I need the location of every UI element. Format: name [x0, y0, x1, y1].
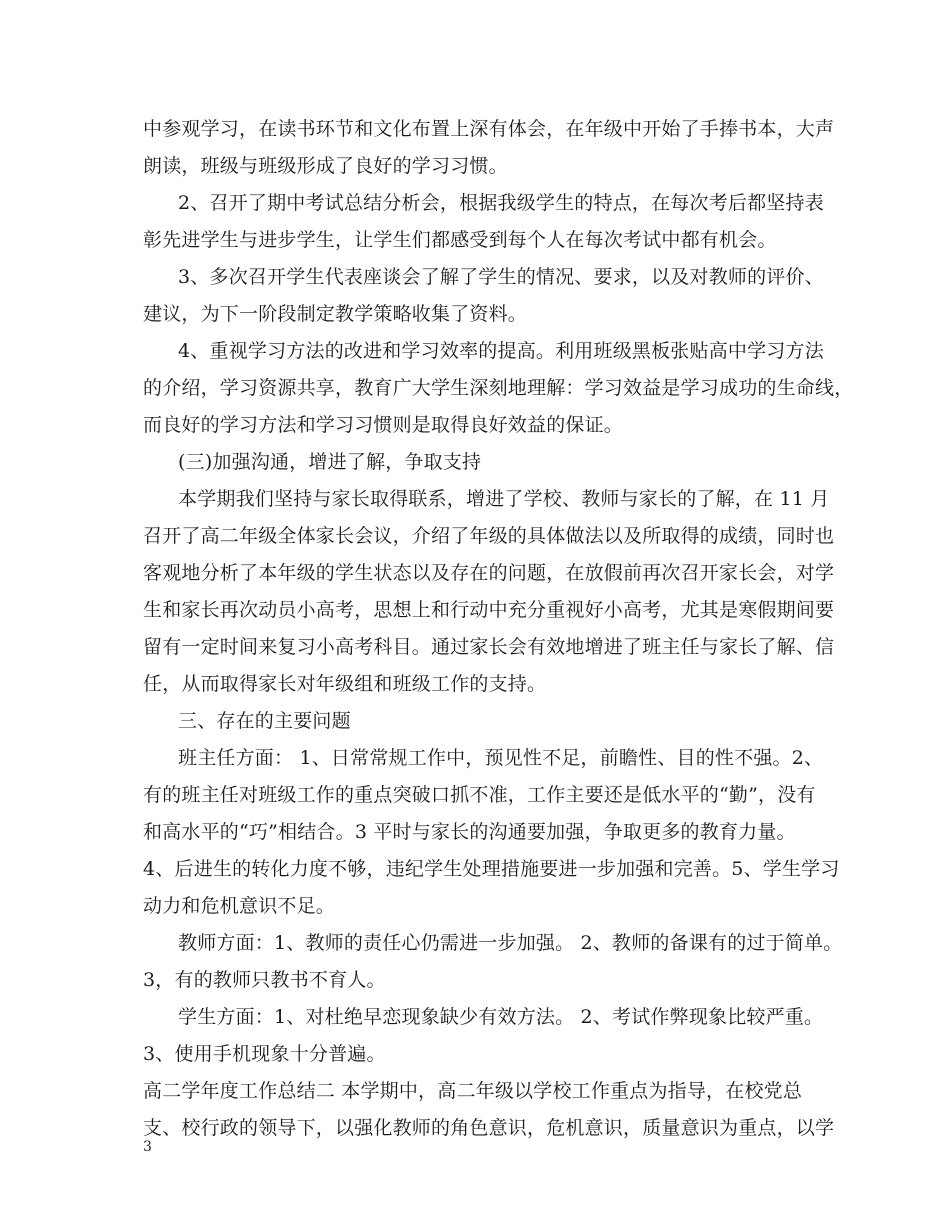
text-line: 留有一定时间来复习小高考科目。通过家长会有效地增进了班主任与家长了解、信 [143, 636, 835, 658]
text-line: 朗读，班级与班级形成了良好的学习习惯。 [143, 155, 508, 177]
text-line: 召开了高二年级全体家长会议，介绍了年级的具体做法以及所取得的成绩，同时也 [143, 525, 835, 547]
text-line: 建议，为下一阶段制定教学策略收集了资料。 [143, 303, 528, 325]
text-line: 学生方面：1、对杜绝早恋现象缺少有效方法。 2、考试作弊现象比较严重。 [178, 1006, 824, 1028]
text-line: 教师方面：1、教师的责任心仍需进一步加强。 2、教师的备课有的过于简单。 [178, 932, 843, 954]
text-line: 3，有的教师只教书不育人。 [143, 969, 386, 991]
text-line: 客观地分析了本年级的学生状态以及存在的问题，在放假前再次召开家长会，对学 [143, 562, 835, 584]
page-number: 3 [143, 1139, 152, 1155]
section-heading: (三)加强沟通，增进了解，争取支持 [178, 451, 482, 473]
text-line: 的介绍，学习资源共享，教育广大学生深刻地理解：学习效益是学习成功的生命线， [143, 377, 854, 399]
text-line: 而良好的学习方法和学习习惯则是取得良好效益的保证。 [143, 414, 624, 436]
text-line: 4、重视学习方法的改进和学习效率的提高。利用班级黑板张贴高中学习方法 [178, 340, 824, 362]
text-line: 生和家长再次动员小高考，思想上和行动中充分重视好小高考，尤其是寒假期间要 [143, 599, 835, 621]
text-line: 中参观学习，在读书环节和文化布置上深有体会，在年级中开始了手捧书本，大声 [143, 118, 835, 140]
text-line: 本学期我们坚持与家长取得联系，增进了学校、教师与家长的了解，在 11 月 [178, 488, 830, 510]
text-line: 和高水平的“巧”相结合。3 平时与家长的沟通要加强，争取更多的教育力量。 [143, 821, 796, 843]
section-heading: 三、存在的主要问题 [178, 710, 351, 732]
text-line: 高二学年度工作总结二 本学期中，高二年级以学校工作重点为指导，在校党总 [143, 1080, 803, 1102]
text-line: 2、召开了期中考试总结分析会，根据我级学生的特点，在每次考后都坚持表 [178, 192, 824, 214]
text-line: 支、校行政的领导下，以强化教师的角色意识，危机意识，质量意识为重点，以学 [143, 1117, 835, 1139]
text-line: 彰先进学生与进步学生，让学生们都感受到每个人在每次考试中都有机会。 [143, 229, 777, 251]
text-line: 有的班主任对班级工作的重点突破口抓不准，工作主要还是低水平的“勤”，没有 [143, 784, 816, 806]
text-line: 3、使用手机现象十分普遍。 [143, 1043, 386, 1065]
text-line: 4、后进生的转化力度不够，违纪学生处理措施要进一步加强和完善。5、学生学习 [143, 858, 840, 880]
text-line: 动力和危机意识不足。 [143, 895, 336, 917]
text-line: 班主任方面： 1、日常常规工作中，预见性不足，前瞻性、目的性不强。2、 [178, 747, 824, 769]
text-line: 3、多次召开学生代表座谈会了解了学生的情况、要求，以及对教师的评价、 [178, 266, 824, 288]
text-line: 任，从而取得家长对年级组和班级工作的支持。 [143, 673, 547, 695]
